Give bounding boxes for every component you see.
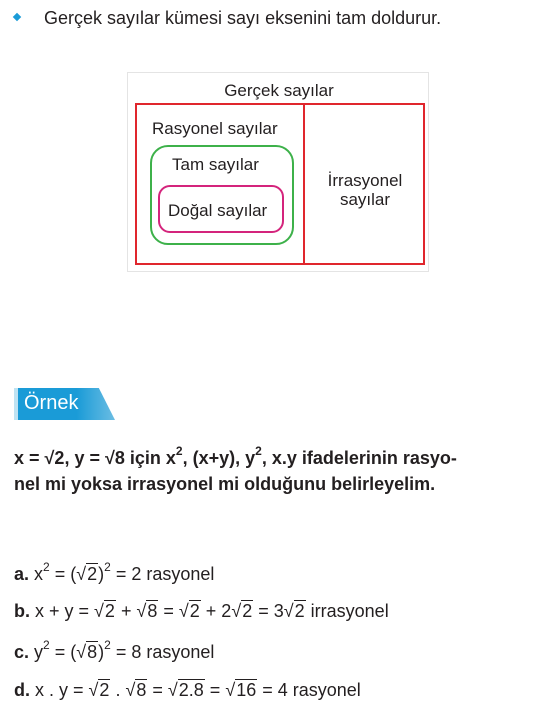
math-text: 8 — [136, 680, 147, 700]
solution-d — [14, 680, 361, 701]
radical-icon: √ — [104, 448, 115, 468]
math-text: 2 — [242, 601, 253, 621]
math-text: = 4 rasyonel — [257, 680, 361, 700]
math-text: x — [29, 564, 44, 584]
math-text: b. — [14, 601, 30, 621]
integers-label: Tam sayılar — [172, 155, 259, 174]
math-text: için x — [124, 448, 176, 468]
math-text: 2 — [104, 601, 115, 621]
radical-icon: √ — [125, 680, 136, 700]
radical-icon: √ — [76, 564, 87, 584]
math-text: = — [204, 680, 226, 700]
exponent: 2 — [175, 444, 183, 458]
example-tag-edge — [14, 388, 18, 420]
radical-icon: √ — [231, 601, 242, 621]
sqrt-2 — [45, 448, 65, 468]
math-text: 8 — [114, 448, 125, 468]
math-text: y — [29, 642, 44, 662]
math-text: 2 — [54, 448, 65, 468]
sqrt-2 — [76, 563, 98, 584]
math-text: 16 — [236, 680, 257, 700]
sqrt-2 — [94, 600, 116, 621]
math-text: , y = — [64, 448, 105, 468]
solution-a — [14, 562, 214, 585]
sqrt-8 — [76, 641, 98, 662]
sqrt-2-times-8 — [168, 679, 205, 700]
math-text: = — [158, 601, 179, 621]
math-text: = ( — [49, 564, 77, 584]
math-text: = 3 — [253, 601, 284, 621]
radical-icon: √ — [94, 601, 104, 621]
problem-line-1 — [14, 440, 544, 471]
math-text: 2 — [294, 601, 305, 621]
math-text: . — [110, 680, 126, 700]
exponent: 2 — [104, 638, 111, 652]
math-text: = ( — [49, 642, 77, 662]
exponent: 2 — [43, 560, 50, 574]
sqrt-8 — [105, 448, 125, 468]
rational-irrational-divider — [303, 103, 305, 265]
radical-icon: √ — [136, 601, 147, 621]
irrational-label-line2: sayılar — [339, 190, 391, 209]
sqrt-2 — [179, 600, 201, 621]
radical-icon: √ — [76, 642, 87, 662]
sqrt-2 — [284, 600, 306, 621]
math-text: + — [115, 601, 137, 621]
irrational-label — [313, 171, 417, 209]
math-text: c. — [14, 642, 30, 662]
math-text: d. — [14, 680, 30, 700]
problem-line-2: nel mi yoksa irrasyonel mi olduğunu belirleyelim. — [14, 474, 436, 494]
sqrt-16 — [225, 679, 257, 700]
rational-label: Rasyonel sayılar — [152, 119, 278, 138]
bullet-statement — [14, 8, 441, 29]
math-text: irrasyonel — [305, 601, 389, 621]
naturals-label: Doğal sayılar — [168, 201, 268, 220]
math-text: x . y = — [30, 680, 89, 700]
sqrt-2 — [231, 600, 253, 621]
exponent: 2 — [255, 444, 262, 458]
math-text: 2 — [87, 564, 98, 584]
math-text: , x.y ifadelerinin rasyo- — [261, 448, 457, 468]
bullet-diamond-icon — [13, 13, 21, 21]
math-text: ) — [98, 564, 105, 584]
solution-b — [14, 601, 389, 622]
math-text: = 2 rasyonel — [110, 564, 215, 584]
math-text: 8 — [87, 642, 98, 662]
bullet-text: Gerçek sayılar kümesi sayı eksenini tam doldurur. — [44, 8, 442, 28]
radical-icon: √ — [178, 601, 189, 621]
solution-c — [14, 640, 214, 663]
math-text: 2.8 — [178, 680, 204, 700]
radical-icon: √ — [88, 680, 99, 700]
sqrt-8 — [125, 679, 147, 700]
radical-icon: √ — [283, 601, 294, 621]
sqrt-2 — [89, 679, 111, 700]
math-text: ) — [98, 642, 105, 662]
example-tag — [14, 388, 115, 420]
irrational-label-line1: İrrasyonel — [327, 171, 403, 190]
math-text: = 8 rasyonel — [110, 642, 215, 662]
math-text: x = — [14, 448, 45, 468]
real-numbers-diagram — [127, 72, 429, 272]
exponent: 2 — [43, 638, 50, 652]
radical-icon: √ — [225, 680, 236, 700]
math-text: 2 — [189, 601, 200, 621]
sqrt-8 — [136, 600, 158, 621]
math-text: a. — [14, 564, 30, 584]
exponent: 2 — [104, 560, 111, 574]
math-text: = — [147, 680, 168, 700]
math-text: x + y = — [30, 601, 95, 621]
math-text: 8 — [147, 601, 158, 621]
example-problem — [14, 440, 544, 497]
diagram-title: Gerçek sayılar — [224, 81, 334, 100]
example-tag-label: Örnek — [24, 392, 79, 414]
math-text: + 2 — [200, 601, 232, 621]
math-text: , (x+y), y — [182, 448, 256, 468]
math-text: 2 — [99, 680, 110, 700]
radical-icon: √ — [44, 448, 55, 468]
radical-icon: √ — [167, 680, 178, 700]
